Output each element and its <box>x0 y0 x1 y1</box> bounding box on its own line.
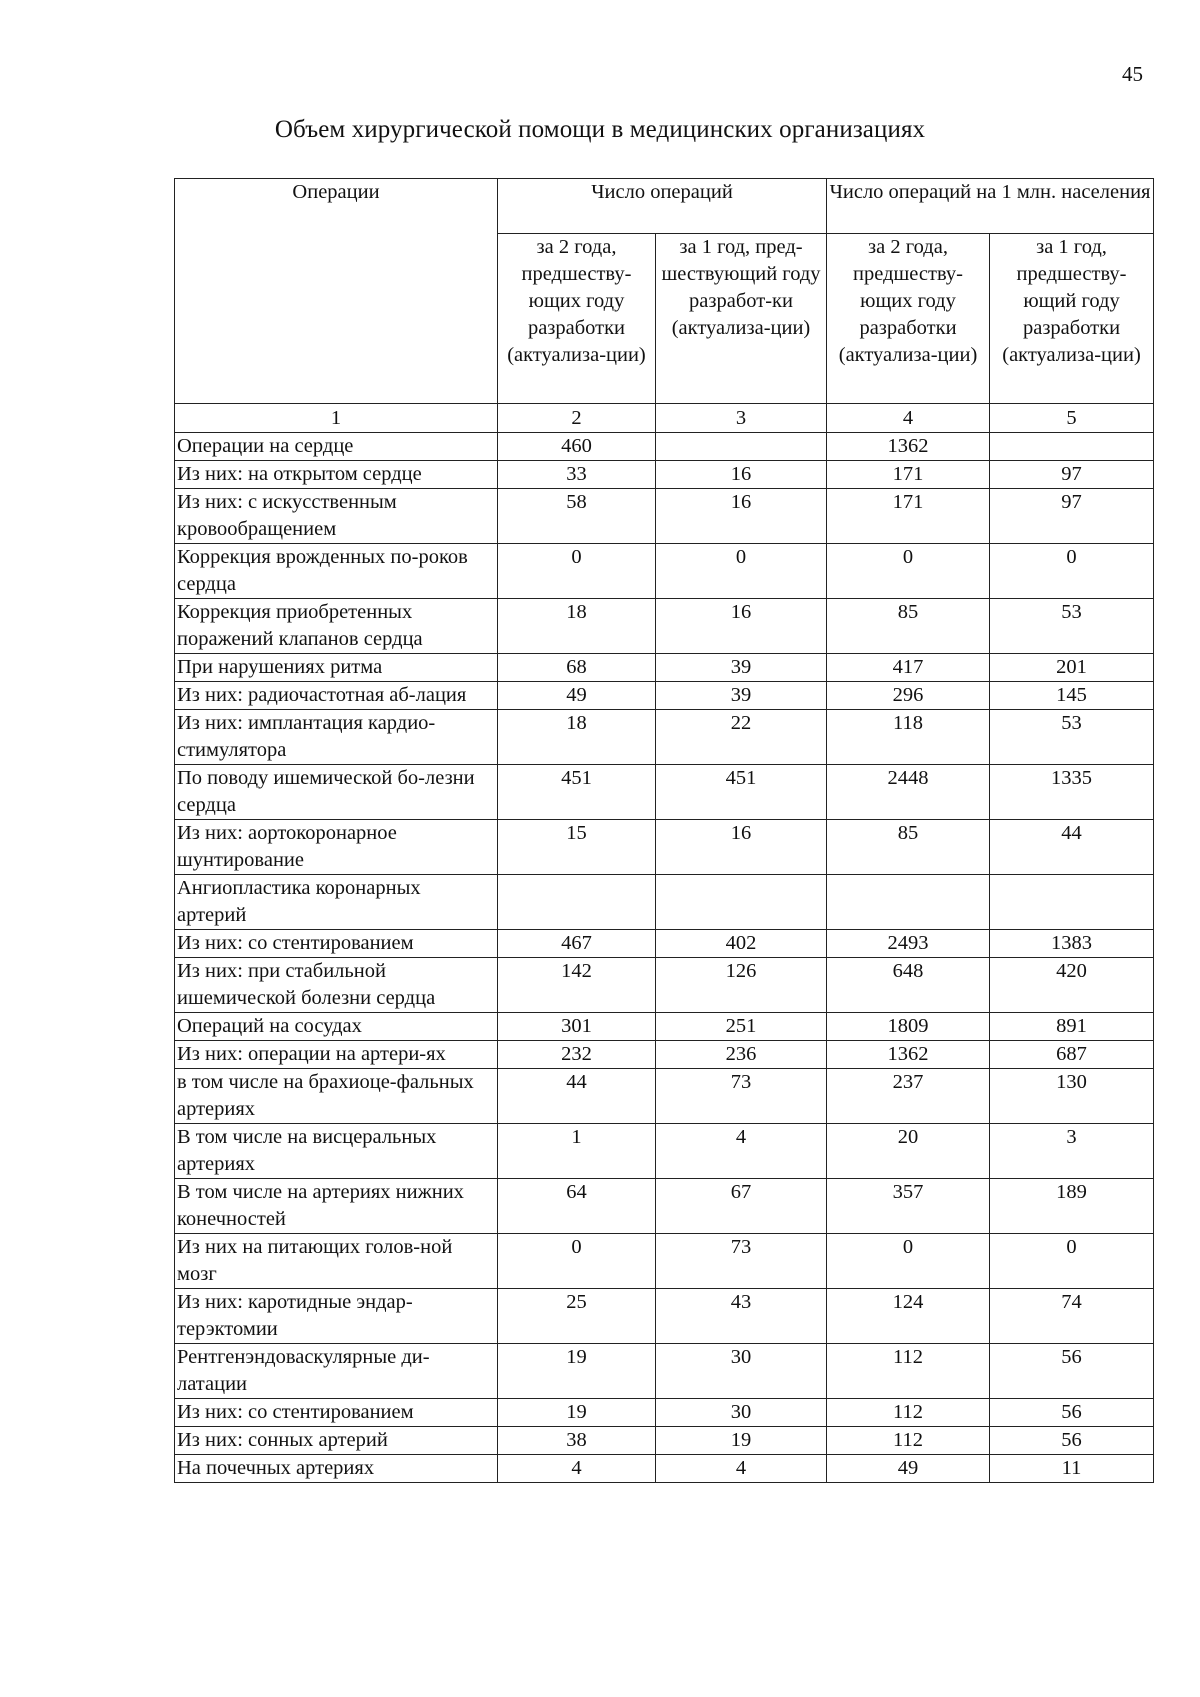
table-row <box>175 1234 1154 1289</box>
table-row <box>175 1124 1154 1179</box>
value-cell <box>656 875 827 930</box>
value-cell: 0 <box>990 1234 1154 1289</box>
document-title: Объем хирургической помощи в медицинских организациях <box>274 116 926 143</box>
operation-name: Из них: со стентированием <box>175 1399 498 1427</box>
value-cell: 0 <box>827 544 990 599</box>
value-cell: 189 <box>990 1179 1154 1234</box>
table-row <box>175 654 1154 682</box>
value-cell: 85 <box>827 599 990 654</box>
value-cell: 67 <box>656 1179 827 1234</box>
value-cell: 25 <box>498 1289 656 1344</box>
value-cell: 1362 <box>827 433 990 461</box>
value-cell: 1362 <box>827 1041 990 1069</box>
table-row <box>175 682 1154 710</box>
value-cell: 53 <box>990 710 1154 765</box>
value-cell: 451 <box>498 765 656 820</box>
table-body <box>175 433 1154 1483</box>
value-cell: 0 <box>498 544 656 599</box>
value-cell: 16 <box>656 461 827 489</box>
value-cell: 16 <box>656 820 827 875</box>
value-cell: 73 <box>656 1069 827 1124</box>
value-cell: 19 <box>498 1344 656 1399</box>
value-cell: 2493 <box>827 930 990 958</box>
value-cell: 296 <box>827 682 990 710</box>
value-cell: 1335 <box>990 765 1154 820</box>
value-cell: 18 <box>498 710 656 765</box>
column-index: 2 <box>498 404 656 433</box>
table-row <box>175 1069 1154 1124</box>
operation-name: Из них: с искусственным кровообращением <box>175 489 498 544</box>
value-cell: 420 <box>990 958 1154 1013</box>
value-cell: 0 <box>498 1234 656 1289</box>
value-cell: 39 <box>656 682 827 710</box>
value-cell: 68 <box>498 654 656 682</box>
header-count-1-year: за 1 год, пред-шествующий году разработ-ки (актуализа-ции) <box>656 234 827 404</box>
value-cell: 1809 <box>827 1013 990 1041</box>
value-cell: 4 <box>656 1455 827 1483</box>
value-cell: 58 <box>498 489 656 544</box>
table-row <box>175 1344 1154 1399</box>
value-cell: 112 <box>827 1427 990 1455</box>
value-cell: 44 <box>990 820 1154 875</box>
value-cell: 97 <box>990 489 1154 544</box>
value-cell: 20 <box>827 1124 990 1179</box>
value-cell: 171 <box>827 489 990 544</box>
value-cell: 30 <box>656 1399 827 1427</box>
column-index: 4 <box>827 404 990 433</box>
table-row <box>175 433 1154 461</box>
table-row <box>175 1399 1154 1427</box>
value-cell: 53 <box>990 599 1154 654</box>
value-cell: 687 <box>990 1041 1154 1069</box>
operation-name: Из них на питающих голов-ной мозг <box>175 1234 498 1289</box>
value-cell: 38 <box>498 1427 656 1455</box>
table-row <box>175 1013 1154 1041</box>
value-cell: 56 <box>990 1399 1154 1427</box>
table-row <box>175 1427 1154 1455</box>
value-cell: 4 <box>498 1455 656 1483</box>
table-row <box>175 930 1154 958</box>
table-row <box>175 1041 1154 1069</box>
table-row <box>175 461 1154 489</box>
value-cell: 0 <box>827 1234 990 1289</box>
value-cell: 56 <box>990 1344 1154 1399</box>
column-index: 5 <box>990 404 1154 433</box>
operation-name: Из них: со стентированием <box>175 930 498 958</box>
operation-name: При нарушениях ритма <box>175 654 498 682</box>
value-cell: 2448 <box>827 765 990 820</box>
value-cell: 43 <box>656 1289 827 1344</box>
value-cell: 39 <box>656 654 827 682</box>
table-row <box>175 710 1154 765</box>
table-row <box>175 1179 1154 1234</box>
operation-name: Коррекция приобретенных поражений клапанов сердца <box>175 599 498 654</box>
value-cell: 64 <box>498 1179 656 1234</box>
value-cell: 357 <box>827 1179 990 1234</box>
operation-name: Из них: имплантация кардио-стимулятора <box>175 710 498 765</box>
value-cell: 1383 <box>990 930 1154 958</box>
table-row <box>175 489 1154 544</box>
table-row <box>175 765 1154 820</box>
value-cell <box>656 433 827 461</box>
value-cell: 30 <box>656 1344 827 1399</box>
value-cell: 16 <box>656 489 827 544</box>
value-cell: 97 <box>990 461 1154 489</box>
operation-name: В том числе на висцеральных артериях <box>175 1124 498 1179</box>
value-cell: 49 <box>498 682 656 710</box>
table-header <box>175 179 1154 433</box>
operation-name: в том числе на брахиоце-фальных артериях <box>175 1069 498 1124</box>
value-cell: 417 <box>827 654 990 682</box>
value-cell: 33 <box>498 461 656 489</box>
column-index: 1 <box>175 404 498 433</box>
table-row <box>175 1289 1154 1344</box>
operation-name: Из них: радиочастотная аб-лация <box>175 682 498 710</box>
value-cell: 171 <box>827 461 990 489</box>
header-per-million-2-years: за 2 года, предшеству-ющих году разработки (актуализа-ции) <box>827 234 990 404</box>
value-cell: 44 <box>498 1069 656 1124</box>
operation-name: Операции на сердце <box>175 433 498 461</box>
column-index-row <box>175 404 1154 433</box>
value-cell: 460 <box>498 433 656 461</box>
value-cell: 891 <box>990 1013 1154 1041</box>
value-cell: 18 <box>498 599 656 654</box>
value-cell: 467 <box>498 930 656 958</box>
header-operations: Операции <box>175 179 498 404</box>
operations-table <box>174 178 1154 1483</box>
table-row <box>175 820 1154 875</box>
value-cell: 3 <box>990 1124 1154 1179</box>
value-cell: 4 <box>656 1124 827 1179</box>
table-row <box>175 544 1154 599</box>
value-cell: 73 <box>656 1234 827 1289</box>
value-cell: 648 <box>827 958 990 1013</box>
operation-name: Из них: на открытом сердце <box>175 461 498 489</box>
value-cell: 19 <box>656 1427 827 1455</box>
value-cell: 236 <box>656 1041 827 1069</box>
value-cell: 237 <box>827 1069 990 1124</box>
operation-name: Ангиопластика коронарных артерий <box>175 875 498 930</box>
operation-name: Операций на сосудах <box>175 1013 498 1041</box>
operation-name: Из них: каротидные эндар-терэктомии <box>175 1289 498 1344</box>
value-cell: 0 <box>990 544 1154 599</box>
page-number: 45 <box>1122 62 1143 86</box>
value-cell: 19 <box>498 1399 656 1427</box>
value-cell: 145 <box>990 682 1154 710</box>
value-cell <box>990 875 1154 930</box>
value-cell: 301 <box>498 1013 656 1041</box>
value-cell: 49 <box>827 1455 990 1483</box>
value-cell: 56 <box>990 1427 1154 1455</box>
header-operation-count: Число операций <box>498 179 827 234</box>
table-row <box>175 875 1154 930</box>
table-row <box>175 599 1154 654</box>
value-cell: 142 <box>498 958 656 1013</box>
value-cell: 451 <box>656 765 827 820</box>
value-cell <box>827 875 990 930</box>
value-cell: 0 <box>656 544 827 599</box>
value-cell: 112 <box>827 1399 990 1427</box>
operation-name: Из них: при стабильной ишемической болезни сердца <box>175 958 498 1013</box>
value-cell: 112 <box>827 1344 990 1399</box>
operation-name: По поводу ишемической бо-лезни сердца <box>175 765 498 820</box>
table-row <box>175 1455 1154 1483</box>
operation-name: На почечных артериях <box>175 1455 498 1483</box>
value-cell: 15 <box>498 820 656 875</box>
column-index: 3 <box>656 404 827 433</box>
operation-name: Из них: операции на артери-ях <box>175 1041 498 1069</box>
value-cell: 232 <box>498 1041 656 1069</box>
operation-name: Из них: аортокоронарное шунтирование <box>175 820 498 875</box>
value-cell: 118 <box>827 710 990 765</box>
table-row <box>175 958 1154 1013</box>
value-cell: 130 <box>990 1069 1154 1124</box>
value-cell: 1 <box>498 1124 656 1179</box>
header-count-2-years: за 2 года, предшеству-ющих году разработки (актуализа-ции) <box>498 234 656 404</box>
operation-name: В том числе на артериях нижних конечностей <box>175 1179 498 1234</box>
value-cell <box>498 875 656 930</box>
value-cell: 126 <box>656 958 827 1013</box>
header-per-million: Число операций на 1 млн. населения <box>827 179 1154 234</box>
value-cell <box>990 433 1154 461</box>
value-cell: 201 <box>990 654 1154 682</box>
value-cell: 74 <box>990 1289 1154 1344</box>
value-cell: 22 <box>656 710 827 765</box>
operation-name: Из них: сонных артерий <box>175 1427 498 1455</box>
header-per-million-1-year: за 1 год, предшеству-ющий году разработки (актуализа-ции) <box>990 234 1154 404</box>
value-cell: 402 <box>656 930 827 958</box>
value-cell: 85 <box>827 820 990 875</box>
value-cell: 124 <box>827 1289 990 1344</box>
value-cell: 11 <box>990 1455 1154 1483</box>
operation-name: Коррекция врожденных по-роков сердца <box>175 544 498 599</box>
operation-name: Рентгенэндоваскулярные ди-латации <box>175 1344 498 1399</box>
value-cell: 16 <box>656 599 827 654</box>
value-cell: 251 <box>656 1013 827 1041</box>
